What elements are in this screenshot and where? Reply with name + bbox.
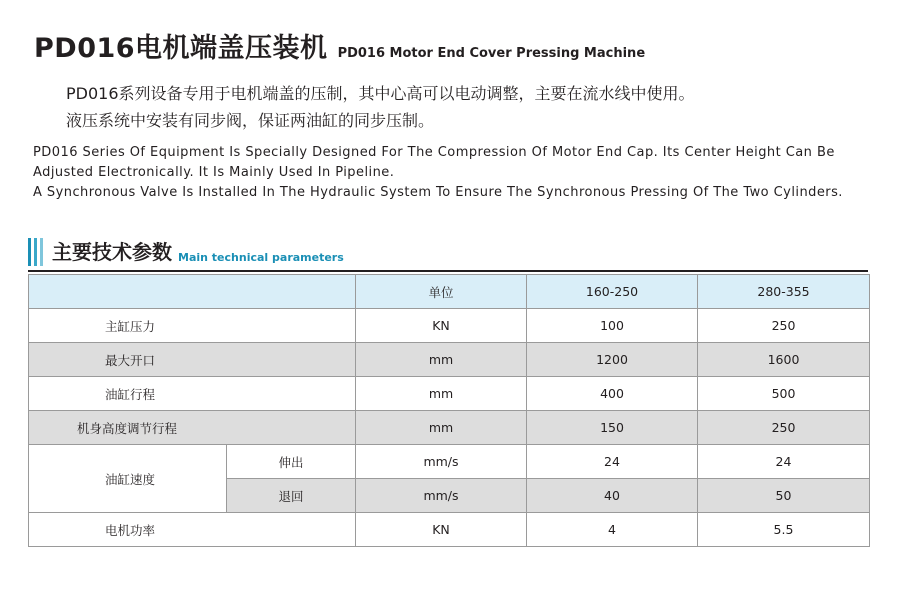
intro-en-line: A Synchronous Valve Is Installed In The Hydraulic System To Ensure The Synchronous Pressing Of The Two Cylinders.	[33, 185, 843, 200]
table-row	[29, 513, 870, 547]
intro-cn-line: 液压系统中安装有同步阀，保证两油缸的同步压制。	[66, 111, 435, 130]
title-main: PD016电机端盖压装机	[34, 33, 328, 64]
param-value-1: 100	[527, 309, 698, 343]
param-unit: mm/s	[356, 445, 527, 479]
intro-cn-line: PD016系列设备专用于电机端盖的压制，其中心高可以电动调整，主要在流水线中使用。	[66, 84, 695, 103]
param-name: 最大开口	[29, 343, 356, 377]
param-subname: 伸出	[227, 445, 356, 479]
param-value-1: 400	[527, 377, 698, 411]
section-divider	[28, 270, 868, 272]
header-name-cell	[29, 275, 356, 309]
section-bars-icon	[28, 238, 43, 266]
param-unit: KN	[356, 309, 527, 343]
param-value-1: 4	[527, 513, 698, 547]
param-value-1: 1200	[527, 343, 698, 377]
param-value-1: 150	[527, 411, 698, 445]
table-row	[29, 411, 870, 445]
param-name: 电机功率	[29, 513, 356, 547]
intro-english	[33, 143, 863, 203]
param-name: 机身高度调节行程	[29, 411, 356, 445]
section-heading	[28, 238, 344, 266]
param-value-2: 24	[698, 445, 870, 479]
table-row	[29, 445, 870, 479]
parameters-table	[28, 274, 870, 547]
table-row	[29, 377, 870, 411]
header-col1-cell: 160-250	[527, 275, 698, 309]
param-value-2: 50	[698, 479, 870, 513]
param-unit: mm	[356, 377, 527, 411]
page-title	[34, 26, 645, 65]
param-value-2: 500	[698, 377, 870, 411]
param-unit: KN	[356, 513, 527, 547]
param-subname: 退回	[227, 479, 356, 513]
param-value-1: 40	[527, 479, 698, 513]
param-value-2: 250	[698, 411, 870, 445]
section-title-en: Main technical parameters	[178, 251, 344, 264]
intro-chinese	[66, 80, 695, 134]
intro-en-line: PD016 Series Of Equipment Is Specially Designed For The Compression Of Motor End Cap. Its Center Height Can Be	[33, 145, 835, 160]
table-row	[29, 343, 870, 377]
param-unit: mm	[356, 411, 527, 445]
table-row	[29, 309, 870, 343]
param-name: 油缸速度	[29, 445, 227, 513]
param-unit: mm/s	[356, 479, 527, 513]
section-title-cn: 主要技术参数	[52, 240, 172, 264]
param-value-2: 250	[698, 309, 870, 343]
bar-decor	[40, 238, 43, 266]
bar-decor	[28, 238, 31, 266]
header-unit-cell: 单位	[356, 275, 527, 309]
header-col2-cell: 280-355	[698, 275, 870, 309]
param-value-2: 5.5	[698, 513, 870, 547]
param-name: 主缸压力	[29, 309, 356, 343]
param-name: 油缸行程	[29, 377, 356, 411]
title-subtitle: PD016 Motor End Cover Pressing Machine	[337, 46, 646, 61]
param-value-2: 1600	[698, 343, 870, 377]
table-header-row	[29, 275, 870, 309]
bar-decor	[34, 238, 37, 266]
param-value-1: 24	[527, 445, 698, 479]
intro-en-line: Adjusted Electronically. It Is Mainly Used In Pipeline.	[33, 165, 395, 180]
param-unit: mm	[356, 343, 527, 377]
